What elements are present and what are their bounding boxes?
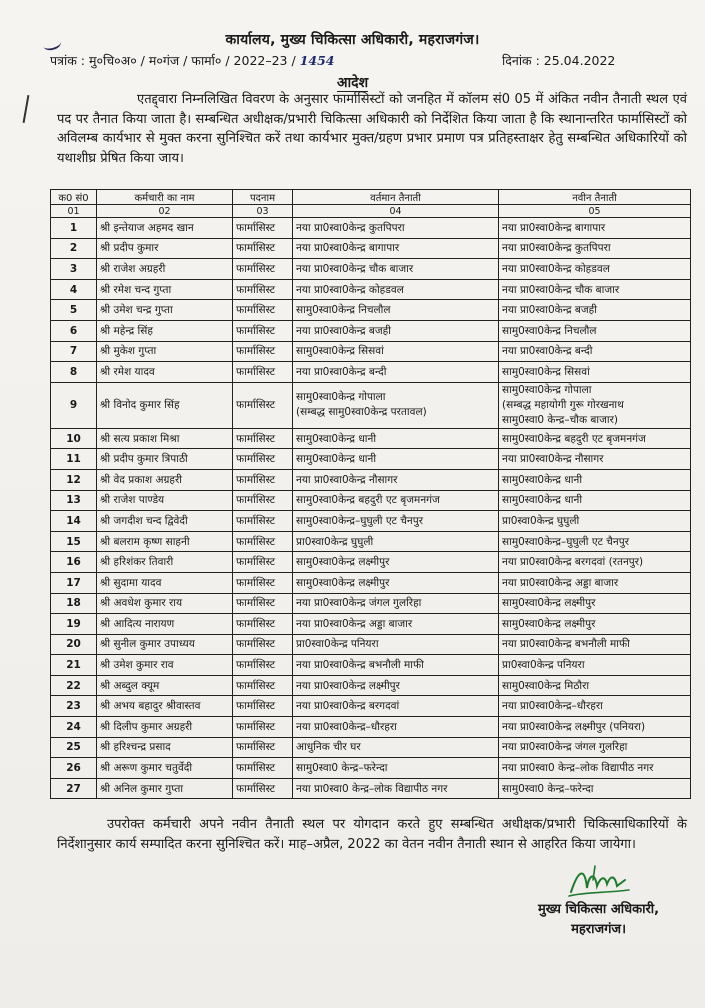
table-row xyxy=(51,449,691,470)
table-row xyxy=(51,531,691,552)
current-posting: नया प्रा0स्वा0केन्द्र बागापार xyxy=(293,238,499,259)
table-row xyxy=(51,758,691,779)
new-posting: सामु0स्वा0केन्द्र सिसवां xyxy=(499,362,691,383)
new-posting: नया प्रा0स्वा0केन्द्र लक्ष्मीपुर (पनियरा) xyxy=(499,717,691,738)
current-posting: नया प्रा0स्वा0केन्द्र बन्दी xyxy=(293,362,499,383)
new-posting: नया प्रा0स्वा0केन्द्र जंगल गुलरिहा xyxy=(499,737,691,758)
current-posting-line: (सम्बद्ध सामु0स्वा0केन्द्र परतावल) xyxy=(296,406,427,419)
designation: फार्मासिस्ट xyxy=(233,696,293,717)
order-date: दिनांक : 25.04.2022 xyxy=(502,53,616,68)
serial-number: 5 xyxy=(51,300,97,321)
table-row xyxy=(51,511,691,532)
table-row xyxy=(51,572,691,593)
employee-name: श्री रमेश चन्द गुप्ता xyxy=(97,279,233,300)
designation: फार्मासिस्ट xyxy=(233,552,293,573)
serial-number: 9 xyxy=(51,382,97,428)
employee-name: श्री अरूण कुमार चतुर्वेदी xyxy=(97,758,233,779)
serial-number: 12 xyxy=(51,469,97,490)
col-number: 03 xyxy=(233,205,293,218)
table-row xyxy=(51,320,691,341)
new-posting: प्रा0स्वा0केन्द्र घुघुली xyxy=(499,511,691,532)
table-row xyxy=(51,259,691,280)
table-row xyxy=(51,552,691,573)
designation: फार्मासिस्ट xyxy=(233,382,293,428)
margin-tick-mark xyxy=(23,95,30,123)
table-row xyxy=(51,428,691,449)
reference-number: 1454 xyxy=(299,53,335,68)
employee-name: श्री सुनील कुमार उपाध्यय xyxy=(97,634,233,655)
postings-table xyxy=(50,189,691,799)
signatory-block xyxy=(538,900,659,940)
current-posting-line: सामु0स्वा0केन्द्र गोपाला xyxy=(296,391,386,404)
current-posting: आधुनिक चीर घर xyxy=(293,737,499,758)
signatory-place: महराजगंज। xyxy=(571,922,626,937)
current-posting: सामु0स्वा0केन्द्र लक्ष्मीपुर xyxy=(293,552,499,573)
serial-number: 26 xyxy=(51,758,97,779)
new-posting-line: सामु0स्वा0केन्द्र गोपाला xyxy=(502,383,592,396)
table-row xyxy=(51,696,691,717)
designation: फार्मासिस्ट xyxy=(233,238,293,259)
header-current-posting: वर्तमान तैनाती xyxy=(293,190,499,205)
current-posting: नया प्रा0स्वा0केन्द्र लक्ष्मीपुर xyxy=(293,675,499,696)
serial-number: 7 xyxy=(51,341,97,362)
table-row xyxy=(51,300,691,321)
designation: फार्मासिस्ट xyxy=(233,634,293,655)
employee-name: श्री मुकेश गुप्ता xyxy=(97,341,233,362)
serial-number: 6 xyxy=(51,320,97,341)
serial-number: 3 xyxy=(51,259,97,280)
designation: फार्मासिस्ट xyxy=(233,655,293,676)
current-posting: प्रा0स्वा0केन्द्र घुघुली xyxy=(293,531,499,552)
serial-number: 25 xyxy=(51,737,97,758)
serial-number: 27 xyxy=(51,778,97,799)
employee-name: श्री विनोद कुमार सिंह xyxy=(97,382,233,428)
employee-name: श्री अनिल कुमार गुप्ता xyxy=(97,778,233,799)
serial-number: 14 xyxy=(51,511,97,532)
employee-name: श्री बलराम कृष्ण साहनी xyxy=(97,531,233,552)
table-row xyxy=(51,238,691,259)
table-body xyxy=(51,218,691,799)
employee-name: श्री राजेश अग्रहरी xyxy=(97,259,233,280)
table-row xyxy=(51,717,691,738)
new-posting: नया प्रा0स्वा0केन्द्र अड्डा बाजार xyxy=(499,572,691,593)
new-posting: नया प्रा0स्वा0केन्द्र कोहडवल xyxy=(499,259,691,280)
col-number: 01 xyxy=(51,205,97,218)
serial-number: 24 xyxy=(51,717,97,738)
col-number: 05 xyxy=(499,205,691,218)
current-posting: सामु0स्वा0केन्द्र लक्ष्मीपुर xyxy=(293,572,499,593)
table-row xyxy=(51,279,691,300)
col-number: 02 xyxy=(97,205,233,218)
signature-image xyxy=(565,862,635,902)
designation: फार्मासिस्ट xyxy=(233,362,293,383)
serial-number: 19 xyxy=(51,614,97,635)
designation: फार्मासिस्ट xyxy=(233,737,293,758)
serial-number: 22 xyxy=(51,675,97,696)
new-posting xyxy=(499,382,691,428)
employee-name: श्री वेद प्रकाश अग्रहरी xyxy=(97,469,233,490)
new-posting: सामु0स्वा0 केन्द्र–फरेन्दा xyxy=(499,778,691,799)
header-sn: क0 सं0 xyxy=(51,190,97,205)
new-posting: सामु0स्वा0केन्द्र धानी xyxy=(499,469,691,490)
current-posting: नया प्रा0स्वा0केन्द्र–धौरहरा xyxy=(293,717,499,738)
new-posting: सामु0स्वा0केन्द्र बहदुरी एट बृजमनगंज xyxy=(499,428,691,449)
current-posting: सामु0स्वा0केन्द्र–घुघुली एट चैनपुर xyxy=(293,511,499,532)
intro-paragraph: एतद्द्वारा निम्नलिखित विवरण के अनुसार फार्मासिस्टों को जनहित में कॉलम सं0 05 में अंकित नवीन तैनाती स्थल एवं पद पर तैनात किया जाता है। सम्बन्धित अधीक्षक/प्रभारी चिकित्सा अधिकारी को निर्देशित किया जाता है कि स्थानान्तरित फार्मासिस्टों को अविलम्ब कार्यभार से मुक्त करना सुनिश्चित करें तथा कार्यभार मुक्त/ग्रहण प्रभार प्रमाण पत्र प्रतिहस्ताक्षर हेतु सम्बन्धित अधिकारियों को यथाशीघ्र प्रेषित किया जाय। xyxy=(57,92,687,166)
current-posting: सामु0स्वा0केन्द्र बहदुरी एट बृजमनगंज xyxy=(293,490,499,511)
header-name: कर्मचारी का नाम xyxy=(97,190,233,205)
order-title: आदेश xyxy=(336,75,369,91)
designation: फार्मासिस्ट xyxy=(233,572,293,593)
new-posting: नया प्रा0स्वा0केन्द्र बजही xyxy=(499,300,691,321)
serial-number: 15 xyxy=(51,531,97,552)
employee-name: श्री प्रदीप कुमार त्रिपाठी xyxy=(97,449,233,470)
designation: फार्मासिस्ट xyxy=(233,531,293,552)
table-row xyxy=(51,634,691,655)
designation: फार्मासिस्ट xyxy=(233,320,293,341)
new-posting: सामु0स्वा0केन्द्र लक्ष्मीपुर xyxy=(499,593,691,614)
employee-name: श्री हरिश्चन्द्र प्रसाद xyxy=(97,737,233,758)
table-row xyxy=(51,469,691,490)
new-posting: नया प्रा0स्वा0केन्द्र बभनौली माफी xyxy=(499,634,691,655)
new-posting: नया प्रा0स्वा0केन्द्र नौसागर xyxy=(499,449,691,470)
table-row xyxy=(51,614,691,635)
designation: फार्मासिस्ट xyxy=(233,469,293,490)
current-posting: सामु0स्वा0केन्द्र निचलौल xyxy=(293,300,499,321)
new-posting: सामु0स्वा0केन्द्र लक्ष्मीपुर xyxy=(499,614,691,635)
serial-number: 16 xyxy=(51,552,97,573)
serial-number: 1 xyxy=(51,218,97,239)
current-posting: नया प्रा0स्वा0केन्द्र कोहडवल xyxy=(293,279,499,300)
new-posting: प्रा0स्वा0केन्द्र पनियरा xyxy=(499,655,691,676)
employee-name: श्री उमेश कुमार राव xyxy=(97,655,233,676)
table-row xyxy=(51,362,691,383)
current-posting: नया प्रा0स्वा0 केन्द्र–लोक विद्यापीठ नगर xyxy=(293,778,499,799)
serial-number: 21 xyxy=(51,655,97,676)
table-row xyxy=(51,490,691,511)
current-posting: सामु0स्वा0केन्द्र धानी xyxy=(293,428,499,449)
new-posting: नया प्रा0स्वा0केन्द्र चौक बाजार xyxy=(499,279,691,300)
column-number-row xyxy=(51,205,691,218)
employee-name: श्री रमेश यादव xyxy=(97,362,233,383)
designation: फार्मासिस्ट xyxy=(233,593,293,614)
current-posting: नया प्रा0स्वा0केन्द्र बरगदवां xyxy=(293,696,499,717)
table-row xyxy=(51,341,691,362)
employee-name: श्री इन्तेयाज अहमद खान xyxy=(97,218,233,239)
new-posting-line: (सम्बद्ध महायोगी गुरू गोरखनाथ xyxy=(502,398,624,411)
employee-name: श्री अब्दुल क्यूम xyxy=(97,675,233,696)
designation: फार्मासिस्ट xyxy=(233,614,293,635)
current-posting: नया प्रा0स्वा0केन्द्र नौसागर xyxy=(293,469,499,490)
serial-number: 8 xyxy=(51,362,97,383)
current-posting: नया प्रा0स्वा0केन्द्र अड्डा बाजार xyxy=(293,614,499,635)
current-posting: नया प्रा0स्वा0केन्द्र बभनौली माफी xyxy=(293,655,499,676)
designation: फार्मासिस्ट xyxy=(233,218,293,239)
table-header-row xyxy=(51,190,691,205)
designation: फार्मासिस्ट xyxy=(233,428,293,449)
new-posting: नया प्रा0स्वा0केन्द्र–धौरहरा xyxy=(499,696,691,717)
employee-name: श्री सत्य प्रकाश मिश्रा xyxy=(97,428,233,449)
employee-name: श्री सुदामा यादव xyxy=(97,572,233,593)
table-row xyxy=(51,778,691,799)
designation: फार्मासिस्ट xyxy=(233,259,293,280)
current-posting: सामु0स्वा0 केन्द्र–फरेन्दा xyxy=(293,758,499,779)
table-row xyxy=(51,382,691,428)
serial-number: 13 xyxy=(51,490,97,511)
table-row xyxy=(51,675,691,696)
current-posting: नया प्रा0स्वा0केन्द्र चौक बाजार xyxy=(293,259,499,280)
closing-paragraph: उपरोक्त कर्मचारी अपने नवीन तैनाती स्थल पर योगदान करते हुए सम्बन्धित अधीक्षक/प्रभारी चिकित्साधिकारियों के निर्देशानुसार कार्य सम्पादित करना सुनिश्चित करें। माह–अप्रैल, 2022 का वेतन नवीन तैनाती स्थान से आहरित किया जायेगा। xyxy=(57,817,687,852)
new-posting: सामु0स्वा0केन्द्र मिठौरा xyxy=(499,675,691,696)
employee-name: श्री अवधेश कुमार राय xyxy=(97,593,233,614)
designation: फार्मासिस्ट xyxy=(233,675,293,696)
header-new-posting: नवीन तैनाती xyxy=(499,190,691,205)
designation: फार्मासिस्ट xyxy=(233,449,293,470)
reference-label: पत्रांक : मु०चि०अ० / म०गंज / फार्मा० / 2022–23 / xyxy=(50,53,296,68)
serial-number: 18 xyxy=(51,593,97,614)
employee-name: श्री प्रदीप कुमार xyxy=(97,238,233,259)
table-row xyxy=(51,655,691,676)
employee-name: श्री उमेश चन्द्र गुप्ता xyxy=(97,300,233,321)
current-posting: नया प्रा0स्वा0केन्द्र जंगल गुलरिहा xyxy=(293,593,499,614)
employee-name: श्री दिलीप कुमार अग्रहरी xyxy=(97,717,233,738)
current-posting: प्रा0स्वा0केन्द्र पनियरा xyxy=(293,634,499,655)
designation: फार्मासिस्ट xyxy=(233,490,293,511)
serial-number: 20 xyxy=(51,634,97,655)
new-posting: सामु0स्वा0केन्द्र निचलौल xyxy=(499,320,691,341)
office-title: कार्यालय, मुख्य चिकित्सा अधिकारी, महराजगंज। xyxy=(225,32,480,48)
current-posting xyxy=(293,382,499,428)
new-posting: नया प्रा0स्वा0केन्द्र बरगदवां (रतनपुर) xyxy=(499,552,691,573)
designation: फार्मासिस्ट xyxy=(233,758,293,779)
current-posting: नया प्रा0स्वा0केन्द्र बजही xyxy=(293,320,499,341)
serial-number: 23 xyxy=(51,696,97,717)
new-posting-line: सामु0स्वा0 केन्द्र–चौक बाजार) xyxy=(502,413,618,426)
new-posting: सामु0स्वा0केन्द्र धानी xyxy=(499,490,691,511)
designation: फार्मासिस्ट xyxy=(233,279,293,300)
serial-number: 4 xyxy=(51,279,97,300)
employee-name: श्री हरिशंकर तिवारी xyxy=(97,552,233,573)
employee-name: श्री जगदीश चन्द द्विवेदी xyxy=(97,511,233,532)
employee-name: श्री अभय बहादुर श्रीवास्तव xyxy=(97,696,233,717)
current-posting: नया प्रा0स्वा0केन्द्र कुतपिपरा xyxy=(293,218,499,239)
employee-name: श्री आदित्य नारायण xyxy=(97,614,233,635)
current-posting: सामु0स्वा0केन्द्र सिसवां xyxy=(293,341,499,362)
col-number: 04 xyxy=(293,205,499,218)
serial-number: 2 xyxy=(51,238,97,259)
serial-number: 11 xyxy=(51,449,97,470)
designation: फार्मासिस्ट xyxy=(233,717,293,738)
table-row xyxy=(51,218,691,239)
new-posting: सामु0स्वा0केन्द्र–घुघुली एट चैनपुर xyxy=(499,531,691,552)
employee-name: श्री राजेश पाण्डेय xyxy=(97,490,233,511)
new-posting: नया प्रा0स्वा0 केन्द्र–लोक विद्यापीठ नगर xyxy=(499,758,691,779)
reference-line xyxy=(50,52,334,69)
employee-name: श्री महेन्द्र सिंह xyxy=(97,320,233,341)
header-post: पदनाम xyxy=(233,190,293,205)
table-row xyxy=(51,593,691,614)
new-posting: नया प्रा0स्वा0केन्द्र बागापार xyxy=(499,218,691,239)
designation: फार्मासिस्ट xyxy=(233,778,293,799)
new-posting: नया प्रा0स्वा0केन्द्र कुतपिपरा xyxy=(499,238,691,259)
designation: फार्मासिस्ट xyxy=(233,341,293,362)
serial-number: 17 xyxy=(51,572,97,593)
current-posting: सामु0स्वा0केन्द्र धानी xyxy=(293,449,499,470)
signatory-designation: मुख्य चिकित्सा अधिकारी, xyxy=(538,902,660,917)
designation: फार्मासिस्ट xyxy=(233,300,293,321)
serial-number: 10 xyxy=(51,428,97,449)
new-posting: नया प्रा0स्वा0केन्द्र बन्दी xyxy=(499,341,691,362)
table-row xyxy=(51,737,691,758)
designation: फार्मासिस्ट xyxy=(233,511,293,532)
